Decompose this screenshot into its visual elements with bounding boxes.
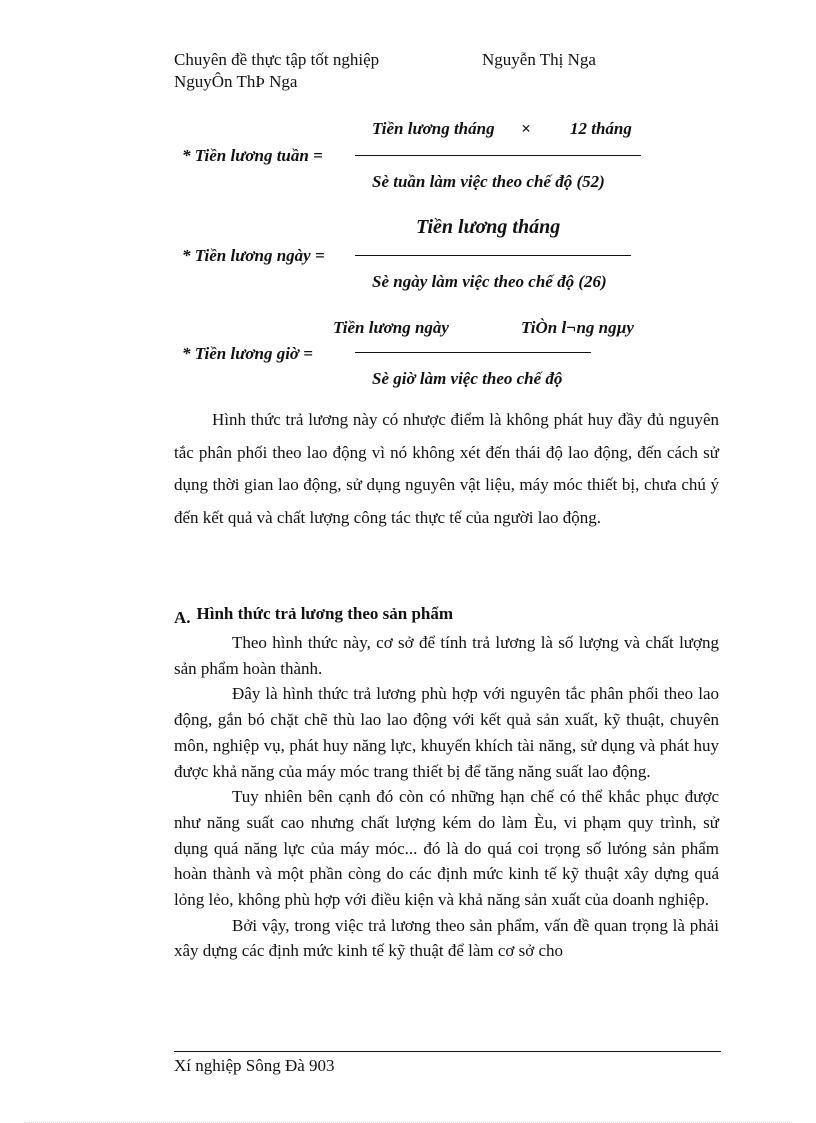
header-topic: Chuyên đề thực tập tốt nghiệp xyxy=(174,50,380,69)
section-body xyxy=(174,630,719,964)
formula-weekly-numerator-left: Tiền lương tháng xyxy=(372,119,495,138)
footer-rule xyxy=(174,1051,721,1052)
section-heading xyxy=(174,604,453,628)
formula-hourly-numerator-right: TiÒn l¬ng ngµy xyxy=(521,318,634,337)
formula-daily-denominator: Sè ngày làm việc theo chế độ (26) xyxy=(372,272,607,291)
formula-daily-numerator: Tiền lương tháng xyxy=(416,216,561,238)
section-paragraph: Theo hình thức này, cơ sở để tính trả lương là số lượng và chất lượng sản phẩm hoàn thành. xyxy=(174,633,719,678)
body-paragraph xyxy=(174,404,719,534)
formula-weekly-label: * Tiền lương tuần = xyxy=(182,146,323,165)
section-label: A. xyxy=(174,608,191,627)
formula-weekly-numerator-right: 12 tháng xyxy=(570,119,632,138)
times-symbol: × xyxy=(521,119,531,138)
formula-hourly-denominator: Sè giờ làm việc theo chế độ xyxy=(372,369,563,388)
formula-hourly-label: * Tiền lương giờ = xyxy=(182,344,313,363)
section-paragraph: Bởi vậy, trong việc trả lương theo sản phẩm, vấn đề quan trọng là phải xây dựng các định mức kinh tế kỹ thuật để làm cơ sở cho xyxy=(174,915,719,961)
fraction-bar xyxy=(355,155,641,156)
header-author-garbled: NguyÔn ThÞ Nga xyxy=(174,72,298,91)
paragraph-text: Hình thức trả lương này có nhược điểm là không phát huy đầy đủ nguyên tắc phân phối theo lao động vì nó không xét đến thái độ lao động, đến cách sử dụng thời gian lao động, sử dụng nguyên vật liệu, máy móc thiết bị, chưa chú ý đến kết quả và chất lượng công tác thực tế của người lao động. xyxy=(174,410,719,527)
footer-company: Xí nghiệp Sông Đà 903 xyxy=(174,1056,335,1075)
section-paragraph: Tuy nhiên bên cạnh đó còn có những hạn chế có thể khắc phục được như năng suất cao nhưng chất lượng kém do làm Èu, vi phạm quy trình, sử dụng quá năng lực của máy móc... đó là do quá coi trọng số lưóng sản phẩm hoàn thành và một phần còng do các định mức kinh tế kỹ thuật xây dựng quá lỏng lẻo, không phù hợp với điều kiện và khả năng sản xuất của doanh nghiệp. xyxy=(174,787,719,910)
formula-hourly-numerator-left: Tiền lương ngày xyxy=(333,318,449,337)
fraction-bar xyxy=(355,255,631,256)
header-author: Nguyễn Thị Nga xyxy=(482,50,596,69)
section-paragraph: Đây là hình thức trả lương phù hợp với nguyên tắc phân phối theo lao động, gắn bó chặt chẽ thù lao lao động với kết quả sản xuất, kỹ thuật, chuyên môn, nghiệp vụ, phát huy năng lực, khuyến khích tài năng, sử dụng và phát huy được khả năng của máy móc trang thiết bị để tăng năng suất lao động. xyxy=(174,684,719,781)
formula-daily-label: * Tiền lương ngày = xyxy=(182,246,325,265)
formula-weekly-denominator: Sè tuần làm việc theo chế độ (52) xyxy=(372,172,605,191)
fraction-bar xyxy=(355,352,591,353)
section-title: Hình thức trả lương theo sản phẩm xyxy=(196,604,454,623)
